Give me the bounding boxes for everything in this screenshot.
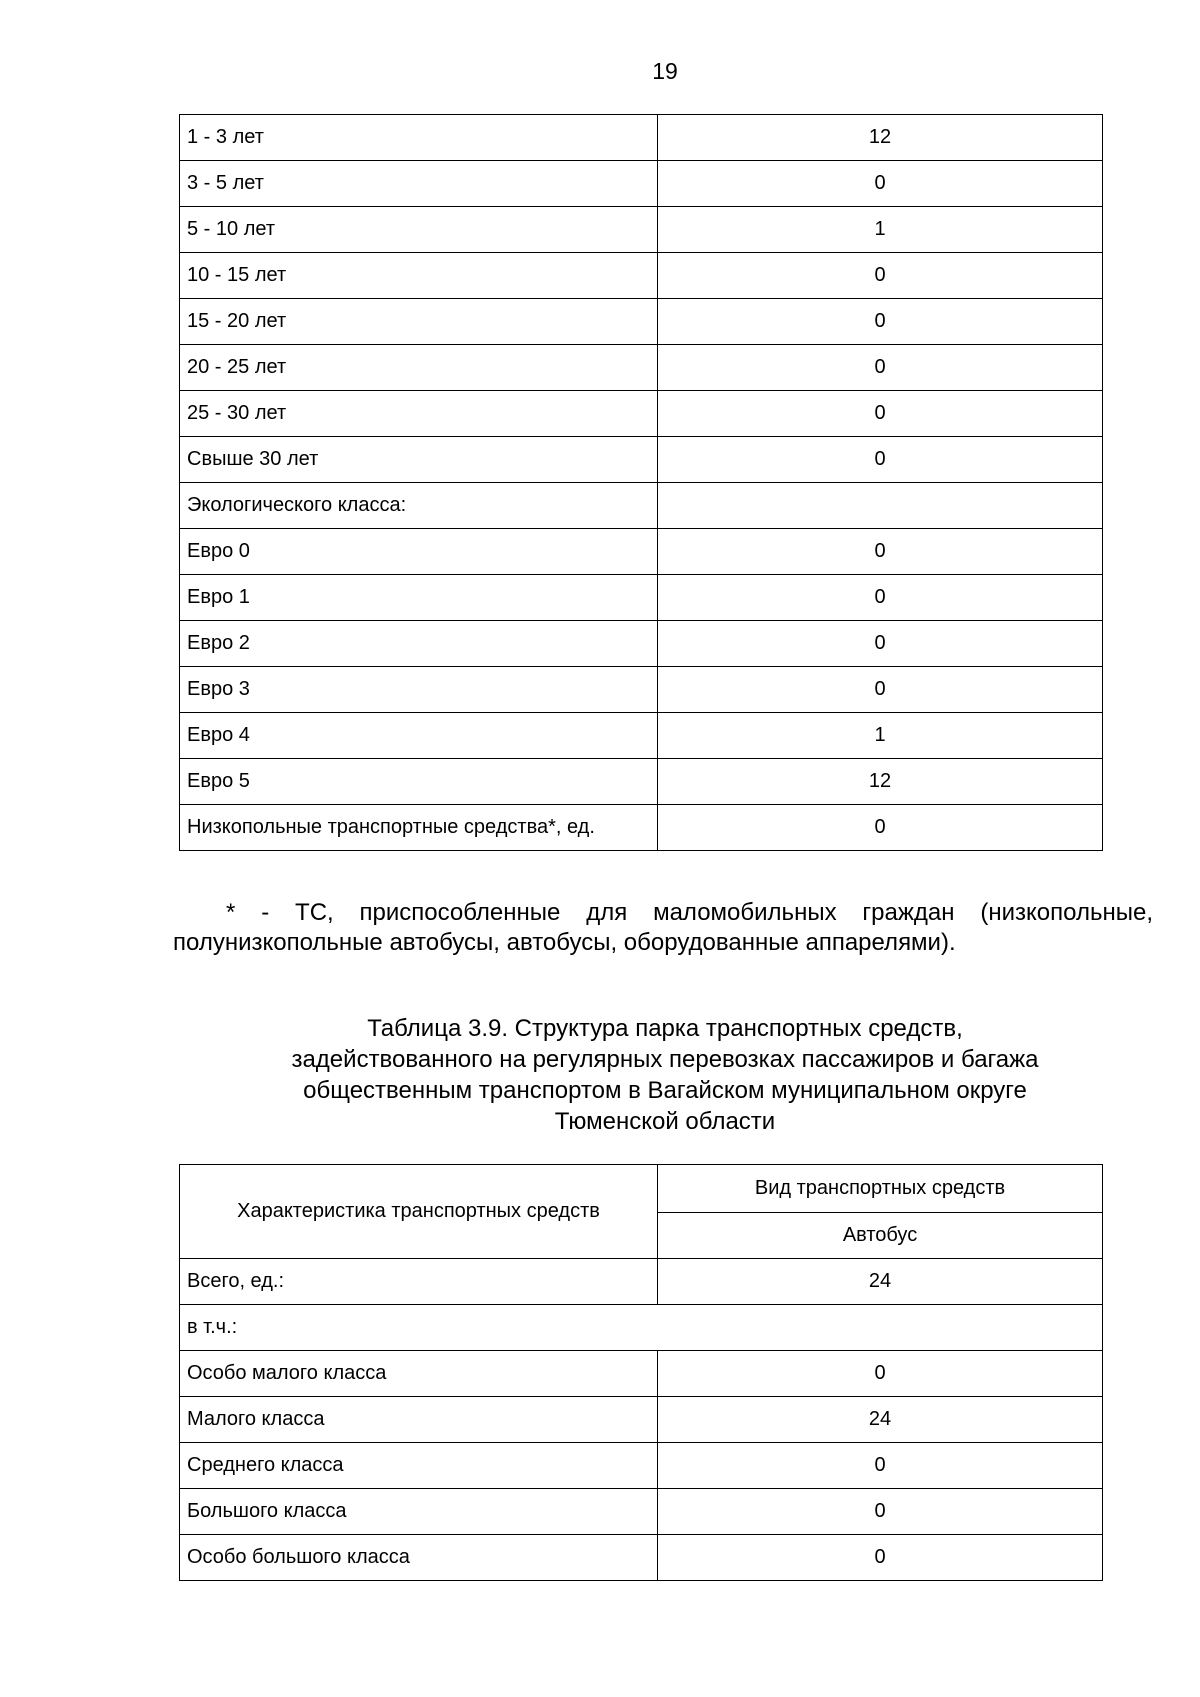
table-row bbox=[180, 207, 1103, 253]
row-label: Евро 0 bbox=[180, 529, 658, 575]
table-row bbox=[180, 391, 1103, 437]
row-value: 0 bbox=[658, 1351, 1103, 1397]
table-caption bbox=[200, 1013, 1130, 1137]
total-label: Всего, ед.: bbox=[180, 1259, 658, 1305]
caption-line: Таблица 3.9. Структура парка транспортных средств, bbox=[367, 1015, 963, 1042]
table-row bbox=[180, 1535, 1103, 1581]
row-label: Малого класса bbox=[180, 1397, 658, 1443]
table-row bbox=[180, 1351, 1103, 1397]
caption-line: задействованного на регулярных перевозках пассажиров и багажа bbox=[291, 1046, 1039, 1073]
table-row bbox=[180, 759, 1103, 805]
row-value: 12 bbox=[658, 759, 1103, 805]
row-value: 24 bbox=[658, 1397, 1103, 1443]
table-row bbox=[180, 1443, 1103, 1489]
row-label: 20 - 25 лет bbox=[180, 345, 658, 391]
row-value: 0 bbox=[658, 1489, 1103, 1535]
row-label: Евро 3 bbox=[180, 667, 658, 713]
row-label: 3 - 5 лет bbox=[180, 161, 658, 207]
footnote: * - ТС, приспособленные для маломобильных граждан (низкопольные, полунизкопольные автобусы, автобусы, оборудованные аппарелями). bbox=[173, 899, 1153, 956]
row-label: Особо малого класса bbox=[180, 1351, 658, 1397]
row-value: 0 bbox=[658, 1535, 1103, 1581]
row-label: Экологического класса: bbox=[180, 483, 658, 529]
row-label: Евро 2 bbox=[180, 621, 658, 667]
row-label: 1 - 3 лет bbox=[180, 115, 658, 161]
row-label: 10 - 15 лет bbox=[180, 253, 658, 299]
vehicle-age-ecoclass-table bbox=[179, 114, 1103, 851]
row-value: 0 bbox=[658, 805, 1103, 851]
table-row bbox=[180, 253, 1103, 299]
header-vehicle-type: Вид транспортных средств bbox=[658, 1165, 1103, 1213]
page-number: 19 bbox=[652, 58, 678, 84]
table-row bbox=[180, 621, 1103, 667]
row-value: 1 bbox=[658, 207, 1103, 253]
fleet-structure-table bbox=[179, 1164, 1103, 1581]
row-label: Низкопольные транспортные средства*, ед. bbox=[180, 805, 658, 851]
row-value: 0 bbox=[658, 345, 1103, 391]
table-row bbox=[180, 1259, 1103, 1305]
table-row bbox=[180, 575, 1103, 621]
row-value: 0 bbox=[658, 575, 1103, 621]
row-value: 0 bbox=[658, 299, 1103, 345]
table-row bbox=[180, 713, 1103, 759]
table-row bbox=[180, 115, 1103, 161]
row-value: 0 bbox=[658, 621, 1103, 667]
row-value: 0 bbox=[658, 529, 1103, 575]
row-label: Евро 4 bbox=[180, 713, 658, 759]
table-row bbox=[180, 437, 1103, 483]
caption-line: общественным транспортом в Вагайском муниципальном округе bbox=[303, 1077, 1027, 1104]
header-characteristic: Характеристика транспортных средств bbox=[180, 1165, 658, 1259]
row-label: Среднего класса bbox=[180, 1443, 658, 1489]
table-row bbox=[180, 667, 1103, 713]
row-label: 25 - 30 лет bbox=[180, 391, 658, 437]
row-label: Особо большого класса bbox=[180, 1535, 658, 1581]
table-row bbox=[180, 805, 1103, 851]
table-row bbox=[180, 1305, 1103, 1351]
table-row bbox=[180, 161, 1103, 207]
row-label: Евро 1 bbox=[180, 575, 658, 621]
row-value: 0 bbox=[658, 437, 1103, 483]
row-value: 12 bbox=[658, 115, 1103, 161]
header-bus: Автобус bbox=[658, 1213, 1103, 1259]
header-row bbox=[180, 1165, 1103, 1213]
table-row bbox=[180, 529, 1103, 575]
row-label: Свыше 30 лет bbox=[180, 437, 658, 483]
row-value: 0 bbox=[658, 391, 1103, 437]
row-value: 0 bbox=[658, 667, 1103, 713]
including-label: в т.ч.: bbox=[180, 1305, 1103, 1351]
row-label: 15 - 20 лет bbox=[180, 299, 658, 345]
table-row bbox=[180, 299, 1103, 345]
caption-line: Тюменской области bbox=[554, 1108, 776, 1135]
row-value: 0 bbox=[658, 161, 1103, 207]
table-row bbox=[180, 345, 1103, 391]
table-row bbox=[180, 1397, 1103, 1443]
row-value: 0 bbox=[658, 253, 1103, 299]
row-value bbox=[658, 483, 1103, 529]
row-value: 1 bbox=[658, 713, 1103, 759]
total-value: 24 bbox=[658, 1259, 1103, 1305]
row-label: Евро 5 bbox=[180, 759, 658, 805]
row-value: 0 bbox=[658, 1443, 1103, 1489]
row-label: Большого класса bbox=[180, 1489, 658, 1535]
table-row bbox=[180, 483, 1103, 529]
table-row bbox=[180, 1489, 1103, 1535]
row-label: 5 - 10 лет bbox=[180, 207, 658, 253]
